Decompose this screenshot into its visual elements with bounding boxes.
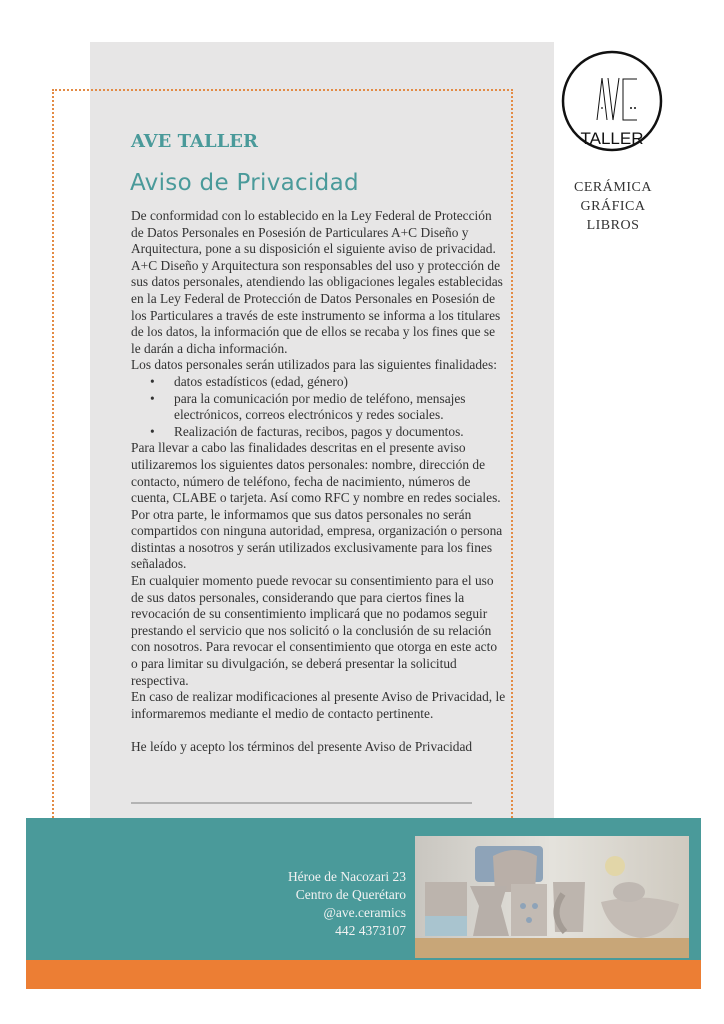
spacer — [131, 722, 506, 739]
contact-info — [236, 868, 406, 940]
footer-accent-bar — [26, 960, 701, 989]
ave-taller-logo — [561, 50, 663, 152]
phone-number[interactable]: 442 4373107 — [335, 923, 406, 938]
logo-tagline — [566, 178, 660, 235]
logo-wordmark: TALLER — [580, 129, 644, 148]
bullet-icon: • — [150, 423, 155, 439]
bullet-icon: • — [150, 373, 155, 389]
paragraph: Por otra parte, le informamos que sus datos personales no serán compartidos con ninguna autoridad, empresa, organización o persona distintas a nosotros y serán utilizados exclusivamente para los fines señalados. — [131, 506, 503, 572]
social-handle[interactable]: @ave.ceramics — [323, 905, 406, 920]
paragraph: Los datos personales serán utilizados para las siguientes finalidades: — [131, 357, 497, 373]
page-title: Aviso de Privacidad — [130, 170, 359, 196]
list-item: • Realización de facturas, recibos, pagos y documentos. — [150, 423, 464, 439]
tagline-line: LIBROS — [586, 218, 640, 233]
paragraph: De conformidad con lo establecido en la Ley Federal de Protección de Datos Personales en Posesión de Particulares A+C Diseño y Arquitectura, pone a su disposición el siguiente aviso de privacidad. — [131, 208, 496, 257]
list-item: • para la comunicación por medio de teléfono, mensajes electrónicos, correos electrónicos y redes sociales. — [150, 390, 466, 423]
address-line: Centro de Querétaro — [295, 887, 406, 902]
paragraph: Para llevar a cabo las finalidades descritas en el presente aviso utilizaremos los siguientes datos personales: nombre, dirección de contacto, número de teléfono, fecha de nacimiento, números de cuenta, CLABE o tarjeta. Así como RFC y nombre en redes sociales. — [131, 440, 501, 506]
paragraph: En cualquier momento puede revocar su consentimiento para el uso de sus datos personales, considerando que para ciertos fines la revocación de su consentimiento implicará que no podamos seguir prestando el servicio que nos solicitó o la conclusión de su relación con nosotros. Para revocar el consentimiento que otorga en este acto o para limitar su divulgación, se deberá presentar la solicitud respectiva. — [131, 573, 498, 688]
list-item: • datos estadísticos (edad, género) — [150, 373, 349, 389]
paragraph: En caso de realizar modificaciones al presente Aviso de Privacidad, le informaremos mediante el medio de contacto pertinente. — [131, 689, 506, 721]
tagline-line: CERÁMICA — [574, 180, 652, 195]
signature-line[interactable] — [131, 802, 472, 804]
ceramics-photo — [415, 836, 689, 958]
bullet-icon: • — [150, 390, 155, 406]
privacy-notice-body — [131, 208, 506, 756]
acceptance-statement: He leído y acepto los términos del presente Aviso de Privacidad — [131, 739, 473, 754]
paragraph: A+C Diseño y Arquitectura son responsables del uso y protección de sus datos personales, atendiendo las obligaciones legales establecidas en la Ley Federal de Protección de Datos Personales en Posesión de los Particulares a través de este instrumento se informa a los titulares de los datos, la información que de ellos se recaba y los fines que se le darán a dicha información. — [131, 257, 503, 356]
purposes-list — [131, 374, 506, 440]
tagline-line: GRÁFICA — [580, 199, 646, 214]
brand-heading: AVE TALLER — [131, 131, 258, 152]
address-line: Héroe de Nacozari 23 — [287, 869, 406, 884]
